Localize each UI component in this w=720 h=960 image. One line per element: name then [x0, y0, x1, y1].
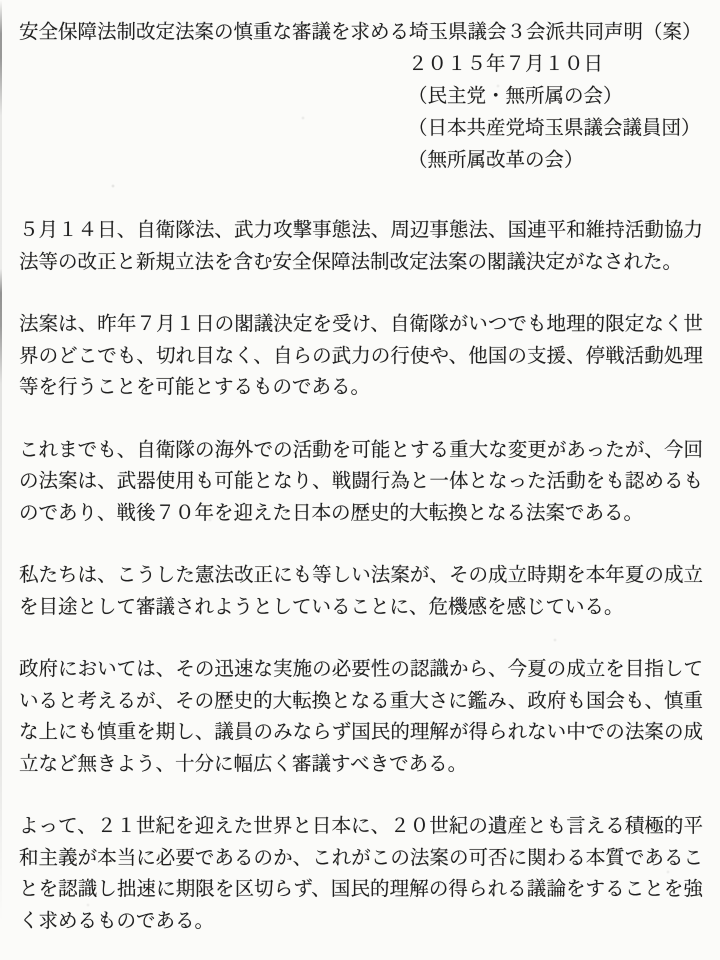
document-title: 安全保障法制改定法案の慎重な審議を求める埼玉県議会３会派共同声明（案）	[19, 22, 702, 43]
body-paragraph: これまでも、自衛隊の海外での活動を可能とする重大な変更があったが、今回の法案は、武器使用も可能となり、戦闘行為と一体となった活動をも認めるものであり、戦後７０年を迎えた日本の歴史的大転換となる法案である。	[19, 439, 703, 524]
body-paragraph: 政府においては、その迅速な実施の必要性の認識から、今夏の成立を目指していると考えるが、その歴史的大転換となる重大さに鑑み、政府も国会も、慎重な上にも慎重を期し、議員のみならず国民的理解が得られない中での法案の成立など無きよう、十分に幅広く審議すべきである。	[19, 659, 703, 775]
document-header-meta	[408, 49, 703, 177]
signatory-line: （無所属改革の会）	[408, 150, 584, 171]
body-paragraph: よって、２１世紀を迎えた世界と日本に、２０世紀の遺産とも言える積極的平和主義が本当に必要であるのか、これがこの法案の可否に関わる本質であることを認識し拙速に期限を区切らず、国民的理解の得られる議論をすることを強く求めるものである。	[19, 816, 703, 932]
body-paragraph: ５月１４日、自衛隊法、武力攻撃事態法、周辺事態法、国連平和維持活動協力法等の改正と新規立法を含む安全保障法制改定法案の閣議決定がなされた。	[19, 220, 703, 273]
document-date: ２０１５年７月１０日	[408, 54, 604, 75]
signatory-line: （民主党・無所属の会）	[408, 86, 623, 107]
body-paragraph: 私たちは、こうした憲法改正にも等しい法案が、その成立時期を本年夏の成立を目途として審議されようとしていることに、危機感を感じている。	[19, 565, 703, 618]
signatory-line: （日本共産党埼玉県議会議員団）	[408, 118, 701, 139]
body-paragraph: 法案は、昨年７月１日の閣議決定を受け、自衛隊がいつでも地理的限定なく世界のどこでも、切れ目なく、自らの武力の行使や、他国の支援、停戦活動処理等を行うことを可能とするものである。	[19, 314, 703, 398]
